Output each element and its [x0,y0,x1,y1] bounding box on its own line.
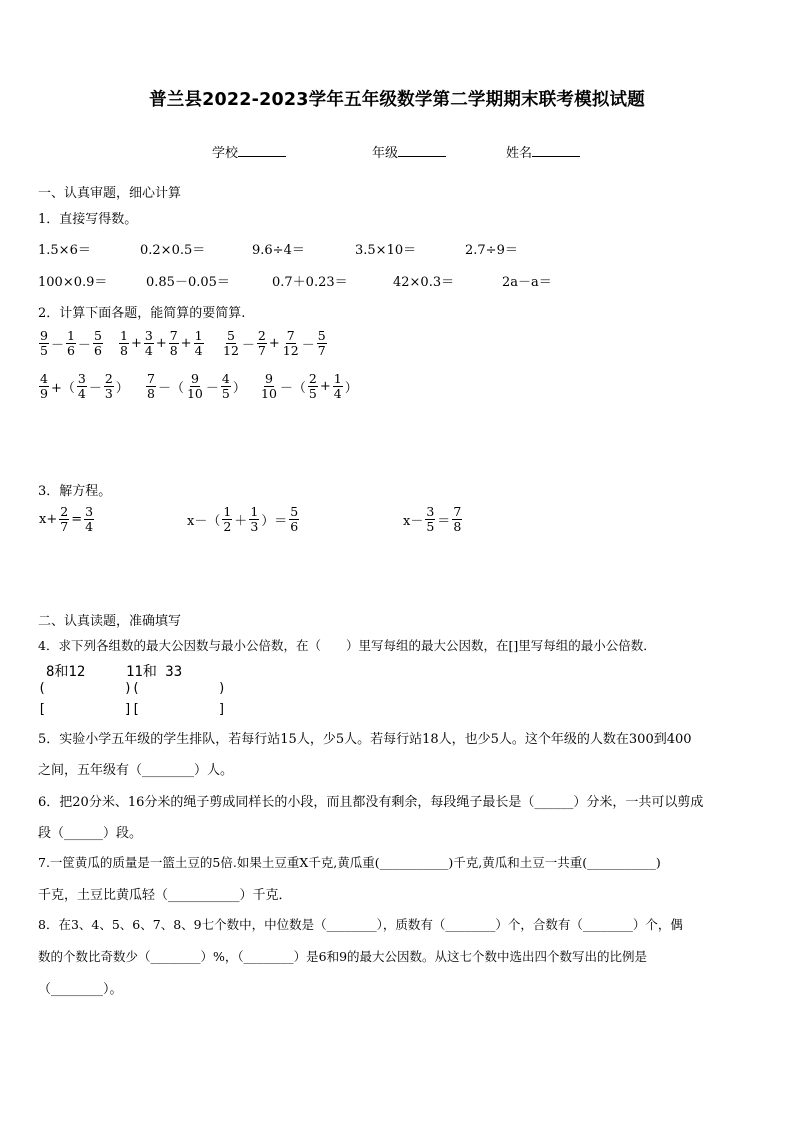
name-blank[interactable] [532,144,580,157]
q2-label: 2．计算下面各题，能简算的要简算. [38,306,246,321]
q4-pair-2: 11和 33 [126,664,183,680]
q1-item: 100×0.9＝ [38,275,108,290]
fraction: $\frac{2}{5}$ [308,371,317,401]
fraction: $\frac{5}{6}$ [93,328,102,358]
fraction: $\frac{7}{8}$ [169,328,178,358]
fraction: $\frac{3}{5}$ [426,504,435,534]
section-2-heading: 二、认真读题，准确填写 [38,614,182,629]
q8-line-3: （________）。 [38,982,123,997]
fraction: $\frac{5}{6}$ [290,504,299,534]
q5-line-1: 5．实验小学五年级的学生排队，若每行站15人，少5人。若每行站18人，也少5人。这个年级的人数在300到400 [38,732,692,747]
fraction: $\frac{2}{3}$ [104,371,113,401]
q2-expression-2: $\frac{1}{8}$ + $\frac{3}{4}$ + $\frac{7}{8}$ + $\frac{1}{4}$ [120,328,203,358]
q7-line-1: 7.一筐黄瓜的质量是一篮土豆的5倍.如果土豆重X千克,黄瓜重(___________)千克,黄瓜和土豆一共重(___________) [38,855,661,870]
q3-equation-3: x－ $\frac{3}{5}$ ＝ $\frac{7}{8}$ [403,504,462,534]
q1-label: 1．直接写得数。 [38,212,138,227]
page-title: 普兰县2022-2023学年五年级数学第二学期期末联考模拟试题 [149,90,645,110]
q3-equation-1: x+ $\frac{2}{7}$ = $\frac{3}{4}$ [39,504,94,534]
q6-line-2: 段（______）段。 [38,826,143,841]
q4-lcm-blanks[interactable]: [ ][ ] [38,702,226,717]
q1-item: 9.6÷4＝ [252,243,305,258]
fraction: $\frac{1}{2}$ [223,504,232,534]
q2-expression-4: $\frac{4}{9}$ +（ $\frac{3}{4}$ － $\frac{2}{3}$ ） [40,371,129,401]
q8-line-1: 8．在3、4、5、6、7、8、9七个数中，中位数是（________），质数有（________）个，合数有（________）个，偶 [38,917,683,932]
q4-pair-1: 8和12 [46,664,86,680]
q4-label: 4．求下列各组数的最大公因数与最小公倍数，在（ ）里写每组的最大公因数，在[]里写每组的最小公倍数． [38,638,656,653]
school-field[interactable] [212,142,286,161]
fraction: $\frac{4}{5}$ [221,371,230,401]
grade-blank[interactable] [398,144,446,157]
fraction: $\frac{1}{4}$ [194,328,203,358]
q1-item: 0.7＋0.23＝ [272,275,348,290]
name-field[interactable] [506,142,580,161]
fraction: $\frac{3}{4}$ [85,504,94,534]
q4-gcd-blanks[interactable]: ( )( ) [38,681,226,696]
q2-expression-6: $\frac{9}{10}$ －（ $\frac{2}{5}$ + $\frac{1}{4}$ ） [261,371,358,401]
q1-item: 2.7÷9＝ [465,243,518,258]
fraction: $\frac{5}{12}$ [223,328,239,358]
q2-expression-5: $\frac{7}{8}$ －（ $\frac{9}{10}$ － $\frac{4}{5}$ ） [147,371,246,401]
fraction: $\frac{7}{8}$ [453,504,462,534]
school-blank[interactable] [238,144,286,157]
q3-equation-2: x－（ $\frac{1}{2}$ ＋ $\frac{1}{3}$ ）＝ $\frac{5}{6}$ [187,504,299,534]
fraction: $\frac{1}{3}$ [250,504,259,534]
fraction: $\frac{3}{4}$ [77,371,86,401]
q6-line-1: 6．把20分米、16分米的绳子剪成同样长的小段，而且都没有剩余，每段绳子最长是（______）分米，一共可以剪成 [38,795,704,810]
fraction: $\frac{4}{9}$ [40,371,48,401]
q1-item: 2a－a＝ [502,275,552,290]
fraction: $\frac{7}{8}$ [147,371,155,401]
fraction: $\frac{9}{10}$ [186,371,203,401]
name-label: 姓名 [506,146,533,161]
fraction: $\frac{2}{7}$ [60,504,69,534]
q1-item: 42×0.3＝ [393,275,455,290]
q2-expression-3: $\frac{5}{12}$ － $\frac{2}{7}$ + $\frac{7}{12}$ － $\frac{5}{7}$ [223,328,326,358]
q1-item: 0.85－0.05＝ [146,275,230,290]
q1-item: 0.2×0.5＝ [140,243,206,258]
fraction: $\frac{9}{10}$ [261,371,277,401]
fraction: $\frac{1}{8}$ [120,328,128,358]
fraction: $\frac{2}{7}$ [257,328,266,358]
grade-label: 年级 [372,146,399,161]
q1-item: 3.5×10＝ [355,243,417,258]
fraction: $\frac{5}{7}$ [317,328,326,358]
fraction: $\frac{9}{5}$ [40,328,48,358]
q1-item: 1.5×6＝ [38,243,91,258]
q8-line-2: 数的个数比奇数少（________）%，（________）是6和9的最大公因数。从这七个数中选出四个数写出的比例是 [38,949,648,964]
q7-line-2: 千克，土豆比黄瓜轻（___________）千克． [38,888,292,903]
q5-line-2: 之间，五年级有（________）人。 [38,763,234,778]
grade-field[interactable] [372,142,446,161]
school-label: 学校 [212,146,239,161]
fraction: $\frac{1}{6}$ [66,328,75,358]
fraction: $\frac{3}{4}$ [144,328,153,358]
q2-expression-1: $\frac{9}{5}$ － $\frac{1}{6}$ － $\frac{5}{6}$ [40,328,102,358]
q3-label: 3．解方程。 [38,484,112,499]
section-1-heading: 一、认真审题，细心计算 [38,186,182,201]
fraction: $\frac{7}{12}$ [282,328,299,358]
fraction: $\frac{1}{4}$ [333,371,342,401]
